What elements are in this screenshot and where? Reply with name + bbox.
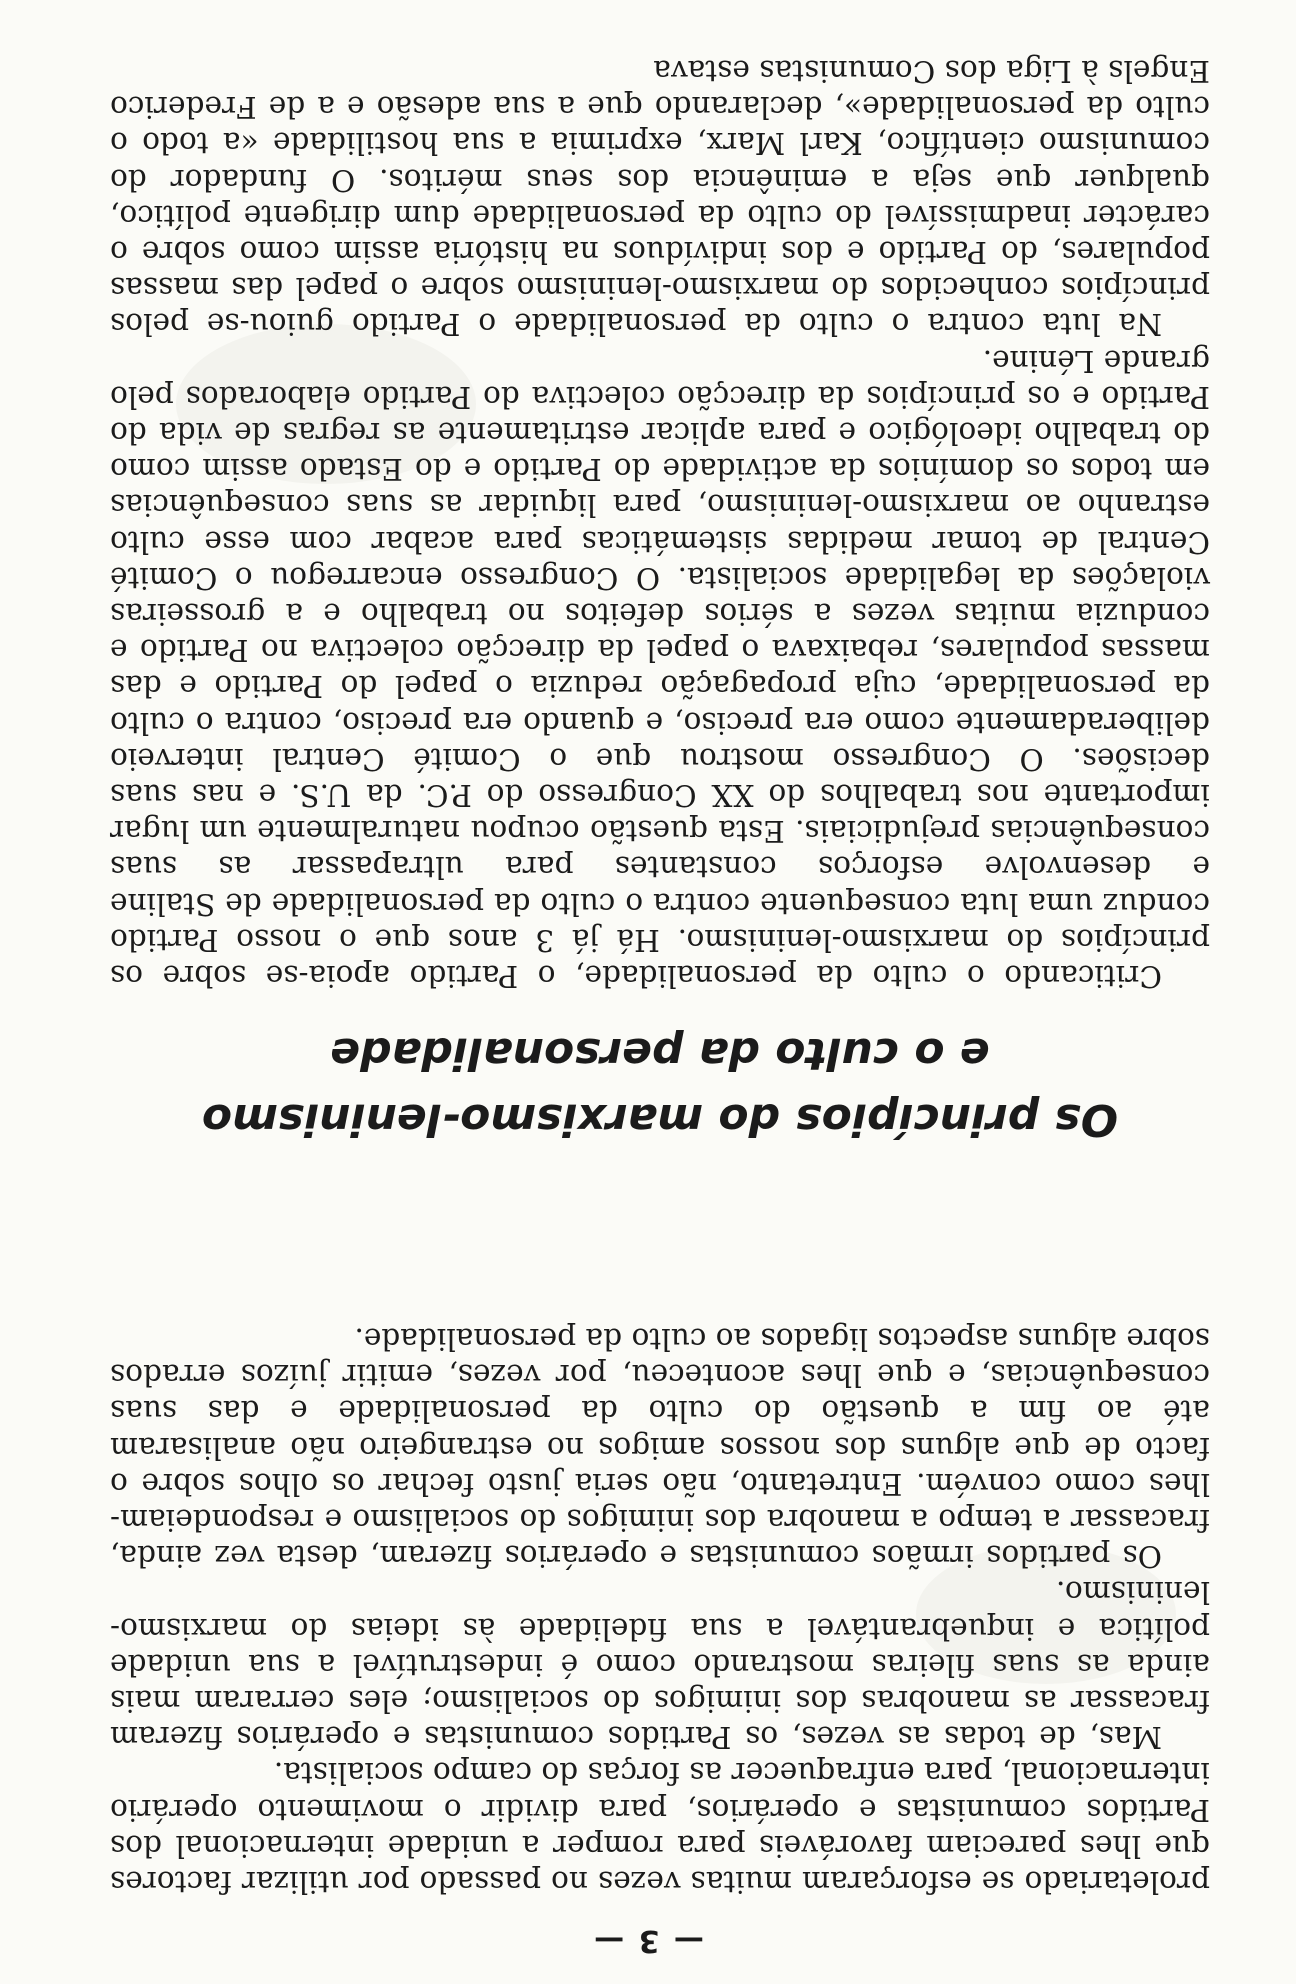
article-bottom: [110, 53, 1210, 994]
section-title-line-2: e o culto da personalidade: [330, 1028, 990, 1079]
paragraph-continuation: proletariado se esforçaram muitas vezes no passado por utilizar factores que lhes pareciam favoráveis para romper a unidade internacional dos Partidos comunistas e operários, para dividir o movimento operário internacional, para enfraquecer as forças do campo socialista.: [110, 1756, 1210, 1899]
paragraph: Mas, de todas as vezes, os Partidos comunistas e operários fizeram fracassar as manobras dos inimigos do socialismo; eles cerraram mais ainda as suas fileiras mostrando como é indestrutível a sua unidade política e inquebrantável a sua fidelidade às ideias do marxismo-leninismo.: [110, 1575, 1210, 1755]
section-title-line-1: Os princípios do marxismo-leninismo: [201, 1094, 1119, 1145]
article-top: [110, 1321, 1210, 1900]
page-number: — 3 —: [592, 1923, 704, 1958]
paragraph: Os partidos irmãos comunistas e operários fizeram, desta vez ainda, fracassar a tempo a manobra dos inimigos do socialismo e respondeiam-lhes como convém. Entretanto, não seria justo fechar os olhos sobre o facto de que alguns dos nossos amigos no estrangeiro não analisaram até ao fim a questão do culto da personalidade e das suas consequências, e que lhes aconteceu, por vezes, emitir juízos errados sobre alguns aspectos ligados ao culto da personalidade.: [110, 1321, 1210, 1574]
paragraph: Criticando o culto da personalidade, o Partido apoia-se sobre os princípios do marxismo-leninismo. Há já 3 anos que o nosso Partido conduz uma luta consequente contra o culto da personalidade de Staline e desenvolve esforços constantes para ultrapassar as suas consequências prejudiciais. Esta questão ocupou naturalmente um lugar importante nos trabalhos do XX Congresso do P.C. da U.S. e nas suas decisões. O Congresso mostrou que o Comité Central interveio deliberadamente como era preciso, e quando era preciso, contra o culto da personalidade, cuja propagação reduzia o papel do Partido e das massas populares, rebaixava o papel da direcção colectiva no Partido e conduzia muitas vezes a sérios defeitos no trabalho e a grosseiras violações da legalidade socialista. O Congresso encarregou o Comité Central de tomar medidas sistemáticas para acabar com esse culto estranho ao marxismo-leninismo, para liquidar as suas consequências em todos os domínios da actividade do Partido e do Estado assim como do trabalho ideológico e para aplicar estritamente as regras de vida do Partido e os princípios da direcção colectiva do Partido elaborados pelo grande Lénine.: [110, 343, 1210, 993]
paragraph: Na luta contra o culto da personalidade o Partido guiou-se pelos princípios conhecidos do marxismo-leninismo sobre o papel das massas populares, do Partido e dos indivíduos na história assim como sobre o carácter inadmissível do culto da personalidade dum dirigente político, qualquer que seja a eminência dos seus méritos. O fundador do comunismo científico, Karl Marx, exprimia a sua hostilidade «a todo o culto da personalidade», declarando que a sua adesão e a de Frederico Engels à Liga dos Comunistas estava: [110, 53, 1210, 342]
section-title: [110, 1020, 1210, 1152]
